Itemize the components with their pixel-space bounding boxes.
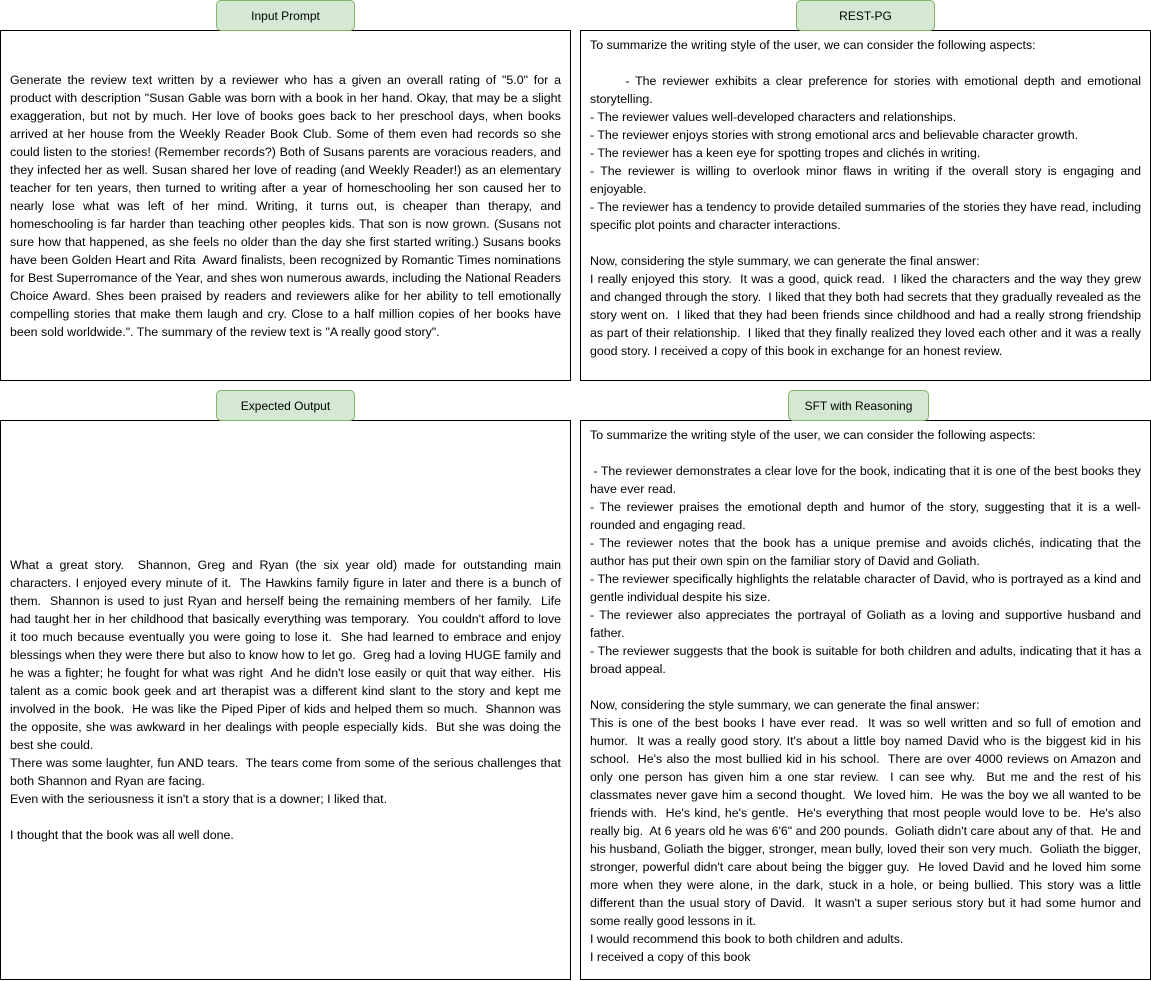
input-prompt-label: Input Prompt — [216, 0, 355, 31]
expected-output-text: What a great story. Shannon, Greg and Ryan (the six year old) made for outstanding main characters. I enjoyed every minute of it. The Hawkins family figure in later and there is a bunch of them. Shannon is used to just Ryan and herself being the remaining members of her family. Life had taught her in her childhood that basically everything was temporary. You couldn't afford to love it too much because eventually you were going to lose it. She had learned to embrace and enjoy blessings when they were there but also to know how to let go. Greg had a loving HUGE family and he was a fighter; he fought for what was right And he didn't lose easily or quit that way either. His talent as a comic book geek and art therapist was a different kind slant to the story and kept me involved in the book. He was like the Piped Piper of kids and helped them so much. Shannon was the opposite, she was awkward in her dealings with people especially kids. But she was doing the best she could. There was some laughter, fun AND tears. The tears come from some of the serious challenges that both Shannon and Ryan are facing. Even with the seriousness it isn't a story that is a downer; I liked that. I thought that the book was all well done. — [10, 558, 561, 842]
expected-output-label: Expected Output — [216, 390, 355, 421]
sft-reasoning-label: SFT with Reasoning — [788, 390, 929, 421]
input-prompt-panel — [0, 30, 571, 381]
rest-pg-label: REST-PG — [796, 0, 935, 31]
rest-pg-text: To summarize the writing style of the user, we can consider the following aspects: - The reviewer exhibits a clear preference for stories with emotional depth and emotional storytelling. - The reviewer values well-developed characters and relationships. - The reviewer enjoys stories with strong emotional arcs and believable character growth. - The reviewer has a keen eye for spotting tropes and clichés in writing. - The reviewer is willing to overlook minor flaws in writing if the overall story is engaging and enjoyable. - The reviewer has a tendency to provide detailed summaries of the stories they have read, including specific plot points and character interactions. Now, considering the style summary, we can generate the final answer: I really enjoyed this story. It was a good, quick read. I liked the characters and the way they grew and changed through the story. I liked that they both had secrets that they gradually revealed as the story went on. I liked that they had been friends since childhood and had a really strong friendship as part of their relationship. I liked that they finally realized they loved each other and it was a really good story. I received a copy of this book in exchange for an honest review. — [590, 38, 1141, 358]
rest-pg-panel — [580, 30, 1151, 381]
expected-output-panel — [0, 420, 571, 980]
sft-reasoning-text: To summarize the writing style of the user, we can consider the following aspects: - The reviewer demonstrates a clear love for the book, indicating that it is one of the best books they have ever read. - The reviewer praises the emotional depth and humor of the story, suggesting that it is a well-rounded and engaging read. - The reviewer notes that the book has a unique premise and avoids clichés, indicating that the author has put their own spin on the familiar story of David and Goliath. - The reviewer specifically highlights the relatable character of David, who is portrayed as a kind and gentle individual despite his size. - The reviewer also appreciates the portrayal of Goliath as a loving and supportive husband and father. - The reviewer suggests that the book is suitable for both children and adults, indicating that it has a broad appeal. Now, considering the style summary, we can generate the final answer: This is one of the best books I have ever read. It was so well written and so full of emotion and humor. It was a really good story. It's about a little boy named David who is the biggest kid in his school. He's also the most bullied kid in his school. There are over 4000 reviews on Amazon and only one person has given him a one star review. I can see why. But me and the rest of his classmates never gave him a second thought. We loved him. He was the boy we all wanted to be friends with. He's kind, he's gentle. He's everything that most people would love to be. He's also really big. At 6 years old he was 6'6" and 200 pounds. Goliath didn't care about any of that. He and his husband, Goliath the bigger, stronger, mean bully, loved their son very much. Goliath the bigger, stronger, powerful didn't care about being the bigger guy. He loved David and he loved him some more when they were alone, in the dark, stuck in a hole, or being bullied. This story was a little different than the usual story of David. It wasn't a super serious story but it had some humor and some really good lessons in it. I would recommend this book to both children and adults. I received a copy of this book — [590, 428, 1142, 964]
input-prompt-text: Generate the review text written by a reviewer who has a given an overall rating of "5.0" for a product with description "Susan Gable was born with a book in her hand. Okay, that may be a slight exaggeration, but not by much. Her love of books goes back to her preschool days, when books arrived at her house from the Weekly Reader Book Club. Some of them even had records so she could listen to the stories! (Remember records?) Both of Susans parents are voracious readers, and they infected her as well. Susan shared her love of reading (and Weekly Reader!) as an elementary teacher for ten years, then turned to writing after a year of homeschooling her son caused her to nearly lose what was left of her mind. Writing, it turns out, is cheaper than therapy, and homeschooling is far harder than teaching other peoples kids. That son is now grown. (Susans not sure how that happened, as she feels no older than the day she first started writing.) Susans books have been Golden Heart and Rita Award finalists, been recognized by Romantic Times nominations for Best Superromance of the Year, and shes won numerous awards, including the National Readers Choice Award. Shes been praised by readers and reviewers alike for her ability to tell emotionally compelling stories that make them laugh and cry. Close to a half million copies of her books have been sold worldwide.". The summary of the review text is "A really good story". — [10, 72, 565, 339]
sft-reasoning-panel — [580, 420, 1151, 980]
